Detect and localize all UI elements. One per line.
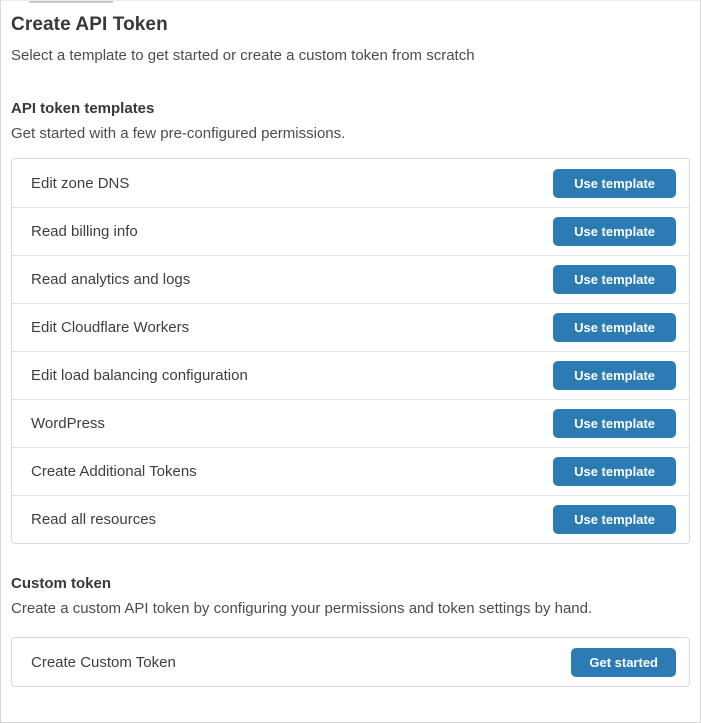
use-template-button[interactable]: Use template [553,169,676,198]
get-started-button[interactable]: Get started [571,648,676,677]
page-subtitle: Select a template to get started or create a custom token from scratch [11,47,475,64]
page-title: Create API Token [11,14,168,35]
top-edge-artifact [29,1,113,3]
template-row-edit-zone-dns [12,159,689,207]
template-row-create-additional-tokens [12,447,689,495]
custom-token-row [12,638,689,686]
use-template-button[interactable]: Use template [553,361,676,390]
template-row-label: Read billing info [31,223,138,240]
use-template-button[interactable]: Use template [553,409,676,438]
template-row-label: Create Additional Tokens [31,463,197,480]
use-template-button[interactable]: Use template [553,457,676,486]
template-row-label: Read all resources [31,511,157,528]
use-template-button[interactable]: Use template [553,265,676,294]
template-row-label: Edit load balancing configuration [31,367,248,384]
templates-section-description: Get started with a few pre-configured permissions. [11,125,346,142]
template-row-label: Edit zone DNS [31,174,130,192]
template-row-label: WordPress [31,415,105,432]
templates-section-heading: API token templates [11,100,155,117]
use-template-button[interactable]: Use template [553,505,676,534]
template-row-edit-cloudflare-workers [12,303,689,351]
templates-table [11,158,690,544]
custom-token-section-heading: Custom token [11,575,112,592]
custom-token-table [11,637,690,687]
custom-token-section-description: Create a custom API token by configuring your permissions and token settings by hand. [11,600,593,617]
template-row-label: Edit Cloudflare Workers [31,319,190,336]
template-row-wordpress [12,399,689,447]
page-content [1,14,700,687]
template-row-edit-load-balancing-configuration [12,351,689,399]
custom-token-row-label: Create Custom Token [31,653,176,671]
template-row-read-analytics-and-logs [12,255,689,303]
template-row-read-all-resources [12,495,689,543]
template-row-label: Read analytics and logs [31,271,191,288]
template-row-read-billing-info [12,207,689,255]
use-template-button[interactable]: Use template [553,217,676,246]
use-template-button[interactable]: Use template [553,313,676,342]
